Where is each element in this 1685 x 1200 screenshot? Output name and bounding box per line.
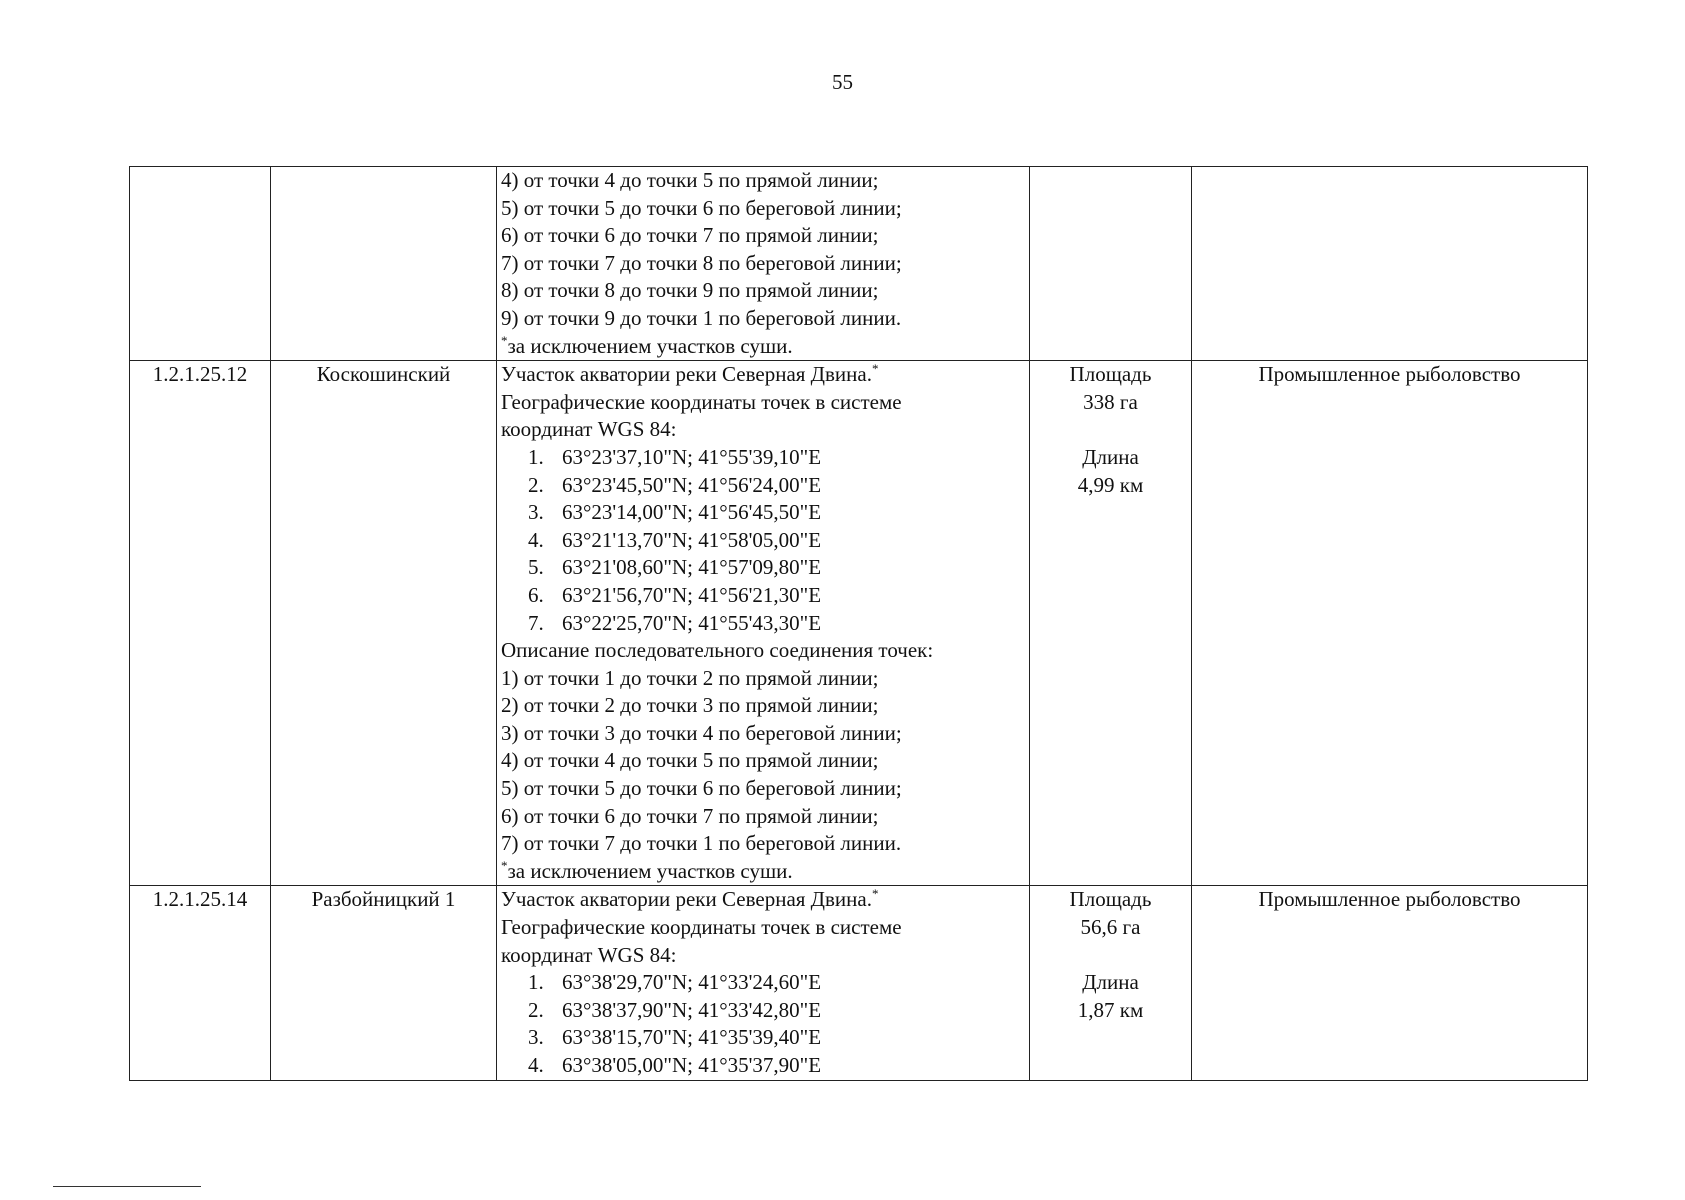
coordinate-heading: Географические координаты точек в системе [501,389,902,414]
coordinate-value: 63°21'56,70"N; 41°56'21,30"E [562,582,822,607]
table-row [130,886,1588,1080]
description-title [501,361,1025,389]
coordinate-item [528,499,1025,527]
coordinate-index: 7. [528,610,544,635]
connection-line: 7) от точки 7 до точки 1 по береговой линии. [501,831,902,856]
cell-area [1030,886,1192,1080]
description-title [501,886,1025,914]
connection-line: 2) от точки 2 до точки 3 по прямой линии; [501,693,879,718]
description-title-text: Участок акватории реки Северная Двина. [501,362,872,387]
connection-line: 9) от точки 9 до точки 1 по береговой линии. [501,305,902,330]
connection-line: 4) от точки 4 до точки 5 по прямой линии; [501,168,879,192]
coordinate-list [501,444,1025,637]
coordinate-list [501,969,1025,1079]
coordinate-index: 2. [528,997,544,1022]
area-spacer [1034,942,1187,970]
connection-line: 8) от точки 8 до точки 9 по прямой линии; [501,278,879,303]
length-value: 1,87 км [1077,997,1144,1022]
fishing-sites-table [129,166,1588,1081]
cell-description [497,361,1030,886]
cell-name: Коскошинский [271,361,497,886]
connection-line: 7) от точки 7 до точки 8 по береговой линии; [501,250,902,275]
coordinate-item [528,472,1025,500]
area-value: 56,6 га [1080,915,1141,940]
coordinate-index: 3. [528,1025,544,1050]
coordinate-value: 63°21'13,70"N; 41°58'05,00"E [562,527,822,552]
cell-area [1030,361,1192,886]
coordinate-value: 63°23'14,00"N; 41°56'45,50"E [562,500,822,525]
coordinate-value: 63°22'25,70"N; 41°55'43,30"E [562,610,822,635]
length-label: Длина [1082,970,1139,995]
connection-line: 4) от точки 4 до точки 5 по прямой линии; [501,748,879,773]
connection-line: 6) от точки 6 до точки 7 по прямой линии; [501,223,879,248]
cell-area [1030,167,1192,361]
area-label: Площадь [1069,887,1152,912]
coordinate-index: 6. [528,582,544,607]
footnote-line [501,333,1025,361]
cell-name [271,167,497,361]
cell-number: 1.2.1.25.12 [130,361,271,886]
coordinate-heading: координат WGS 84: [501,417,677,442]
footnote-asterisk: * [501,857,508,873]
coordinate-index: 4. [528,1053,544,1077]
coordinate-value: 63°38'37,90"N; 41°33'42,80"E [562,997,822,1022]
coordinate-index: 1. [528,444,544,469]
area-label: Площадь [1069,362,1152,387]
coordinate-value: 63°23'37,10"N; 41°55'39,10"E [562,444,822,469]
table-row [130,361,1588,886]
footnote-text: за исключением участков суши. [507,858,793,883]
coordinate-index: 2. [528,472,544,497]
coordinate-item [528,527,1025,555]
coordinate-item [528,582,1025,610]
connection-line: 6) от точки 6 до точки 7 по прямой линии; [501,803,879,828]
cell-usage: Промышленное рыболовство [1192,886,1588,1080]
cell-description [497,886,1030,1080]
footnote-text: за исключением участков суши. [507,333,793,358]
coordinate-heading: координат WGS 84: [501,942,677,967]
cell-description [497,167,1030,361]
coordinate-value: 63°38'05,00"N; 41°35'37,90"E [562,1053,822,1077]
coordinate-item [528,997,1025,1025]
area-value: 338 га [1083,389,1138,414]
connection-heading: Описание последовательного соединения точек: [501,638,934,663]
cell-number [130,167,271,361]
coordinate-value: 63°38'29,70"N; 41°33'24,60"E [562,970,822,995]
cell-number: 1.2.1.25.14 [130,886,271,1080]
cell-usage: Промышленное рыболовство [1192,361,1588,886]
coordinate-index: 5. [528,555,544,580]
coordinate-item [528,1052,1025,1080]
coordinate-value: 63°23'45,50"N; 41°56'24,00"E [562,472,822,497]
footnote-asterisk: * [871,361,879,377]
connection-line: 5) от точки 5 до точки 6 по береговой линии; [501,776,902,801]
table-row-continuation [130,167,1588,361]
cell-name: Разбойницкий 1 [271,886,497,1080]
coordinate-item [528,1024,1025,1052]
description-title-text: Участок акватории реки Северная Двина. [501,887,872,912]
coordinate-item [528,969,1025,997]
area-spacer [1034,416,1187,444]
connection-line: 5) от точки 5 до точки 6 по береговой линии; [501,195,902,220]
coordinate-item [528,444,1025,472]
footnote-line [501,858,1025,886]
length-label: Длина [1082,444,1139,469]
footnote-asterisk: * [871,886,879,902]
coordinate-index: 1. [528,970,544,995]
page-number: 55 [832,70,853,94]
coordinate-value: 63°21'08,60"N; 41°57'09,80"E [562,555,822,580]
connection-line: 1) от точки 1 до точки 2 по прямой линии; [501,665,879,690]
length-value: 4,99 км [1077,472,1144,497]
cell-usage [1192,167,1588,361]
coordinate-item [528,610,1025,638]
coordinate-heading: Географические координаты точек в системе [501,915,902,940]
coordinate-item [528,554,1025,582]
connection-line: 3) от точки 3 до точки 4 по береговой линии; [501,720,902,745]
coordinate-value: 63°38'15,70"N; 41°35'39,40"E [562,1025,822,1050]
footnote-asterisk: * [501,332,508,348]
coordinate-index: 4. [528,527,544,552]
footnote-separator [53,1186,201,1187]
coordinate-index: 3. [528,500,544,525]
